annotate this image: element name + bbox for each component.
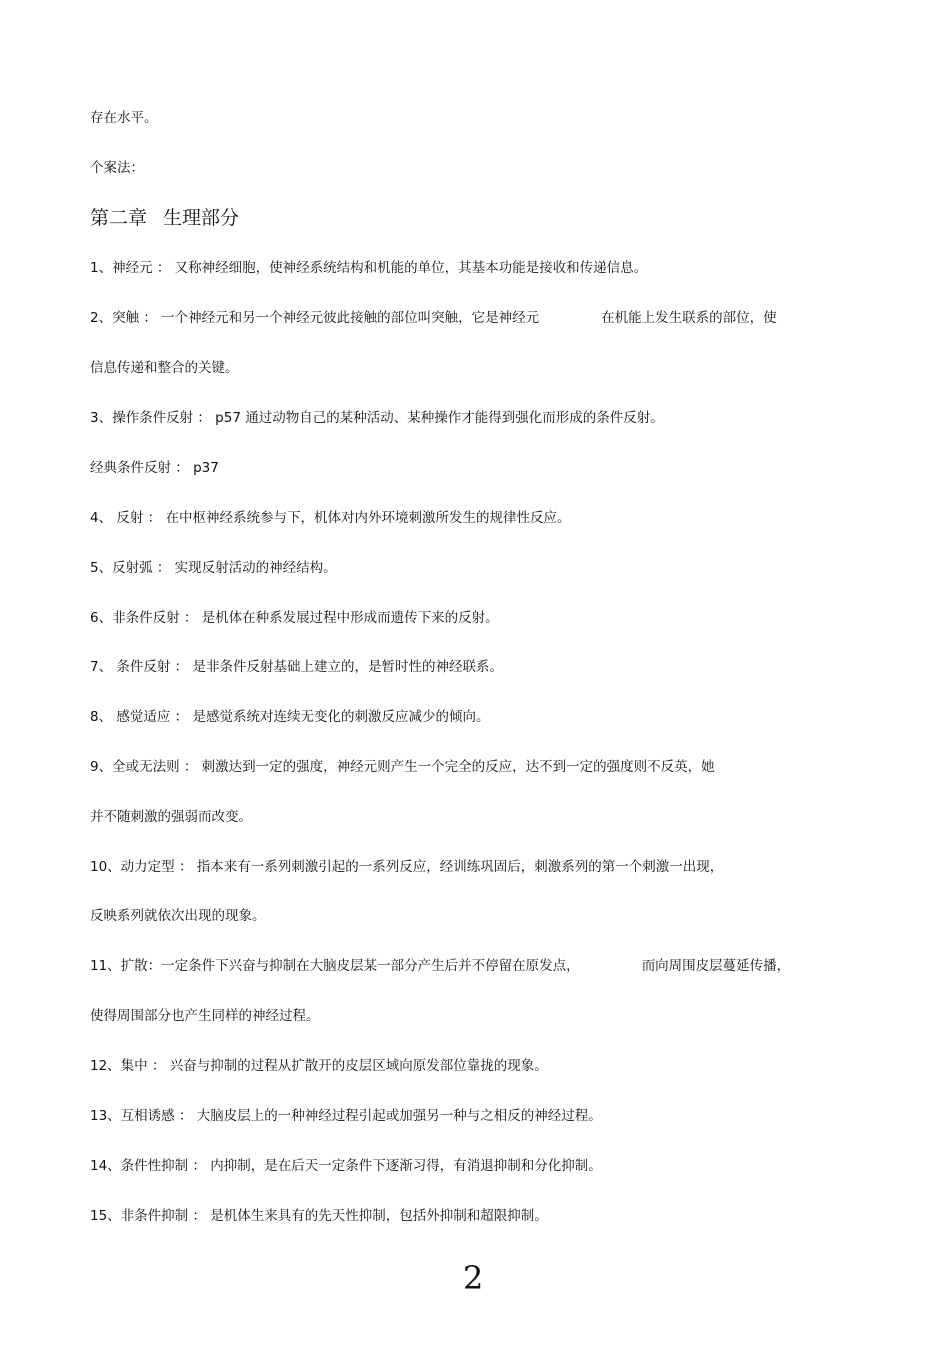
definition-reflex-arc: 5、反射弧 ： 实现反射活动的神经结构。 [90, 560, 337, 576]
definition-sensory-adaptation: 8、 感觉适应 ： 是感觉系统对连续无变化的刺激反应减少的倾向。 [90, 709, 490, 725]
text-line: 反映系列就依次出现的现象。 [90, 908, 266, 924]
definition-unconditioned-inhibition: 15、非条件抑制 ： 是机体生来具有的先天性抑制，包括外抑制和超限抑制。 [90, 1208, 548, 1224]
chapter-number: 第二章 [90, 207, 148, 229]
text-line: 使得周围部分也产生同样的神经过程。 [90, 1008, 320, 1024]
text-line: 信息传递和整合的关键。 [90, 360, 239, 376]
definition-irradiation [90, 957, 790, 975]
page-number: 2 [463, 1259, 484, 1297]
text-segment: 而向周围皮层蔓延传播， [641, 958, 791, 974]
text-segment: 在机能上发生联系的部位，使 [601, 310, 777, 326]
definition-synapse [90, 309, 777, 327]
definition-mutual-induction: 13、互相诱感 ： 大脑皮层上的一种神经过程引起或加强另一种与之相反的神经过程。 [90, 1108, 602, 1124]
definition-conditioned-reflex: 7、 条件反射 ： 是非条件反射基础上建立的，是暂时性的神经联系。 [90, 659, 503, 675]
definition-all-or-none: 9、全或无法则 ： 刺激达到一定的强度，神经元则产生一个完全的反应，达不到一定的强度则不反英，她 [90, 759, 715, 775]
definition-reflex: 4、 反射 ： 在中枢神经系统参与下，机体对内外环境刺激所发生的规律性反应。 [90, 510, 571, 526]
text-line: 并不随刺激的强弱而改变。 [90, 809, 252, 825]
definition-conditioned-inhibition: 14、条件性抑制 ： 内抑制，是在后天一定条件下逐渐习得，有消退抑制和分化抑制。 [90, 1158, 602, 1174]
definition-classical-conditioning: 经典条件反射 ： p37 [90, 460, 219, 476]
text-segment: 11、扩散：一定条件下兴奋与抑制在大脑皮层某一部分产生后并不停留在原发点， [90, 958, 580, 974]
definition-unconditioned-reflex: 6、非条件反射 ： 是机体在种系发展过程中形成而遗传下来的反射。 [90, 610, 499, 626]
text-segment: 2、突触 ： 一个神经元和另一个神经元彼此接触的部位叫突触，它是神经元 [90, 310, 540, 326]
definition-dynamic-stereotype: 10、动力定型 ： 指本来有一系列刺激引起的一系列反应，经训练巩固后，刺激系列的第一个刺激一出现， [90, 859, 724, 875]
chapter-title: 生理部分 [163, 207, 240, 229]
definition-operant-conditioning: 3、操作条件反射 ： p57 通过动物自己的某种活动、某种操作才能得到强化而形成的条件反射。 [90, 410, 664, 426]
definition-concentration: 12、集中 ： 兴奋与抑制的过程从扩散开的皮层区域向原发部位靠拢的现象。 [90, 1058, 548, 1074]
text-line: 存在水平。 [90, 110, 158, 126]
text-line: 个案法： [90, 160, 144, 176]
chapter-heading [90, 206, 239, 230]
definition-neuron: 1、神经元 ： 又称神经细胞，使神经系统结构和机能的单位，其基本功能是接收和传递信息。 [90, 260, 648, 276]
